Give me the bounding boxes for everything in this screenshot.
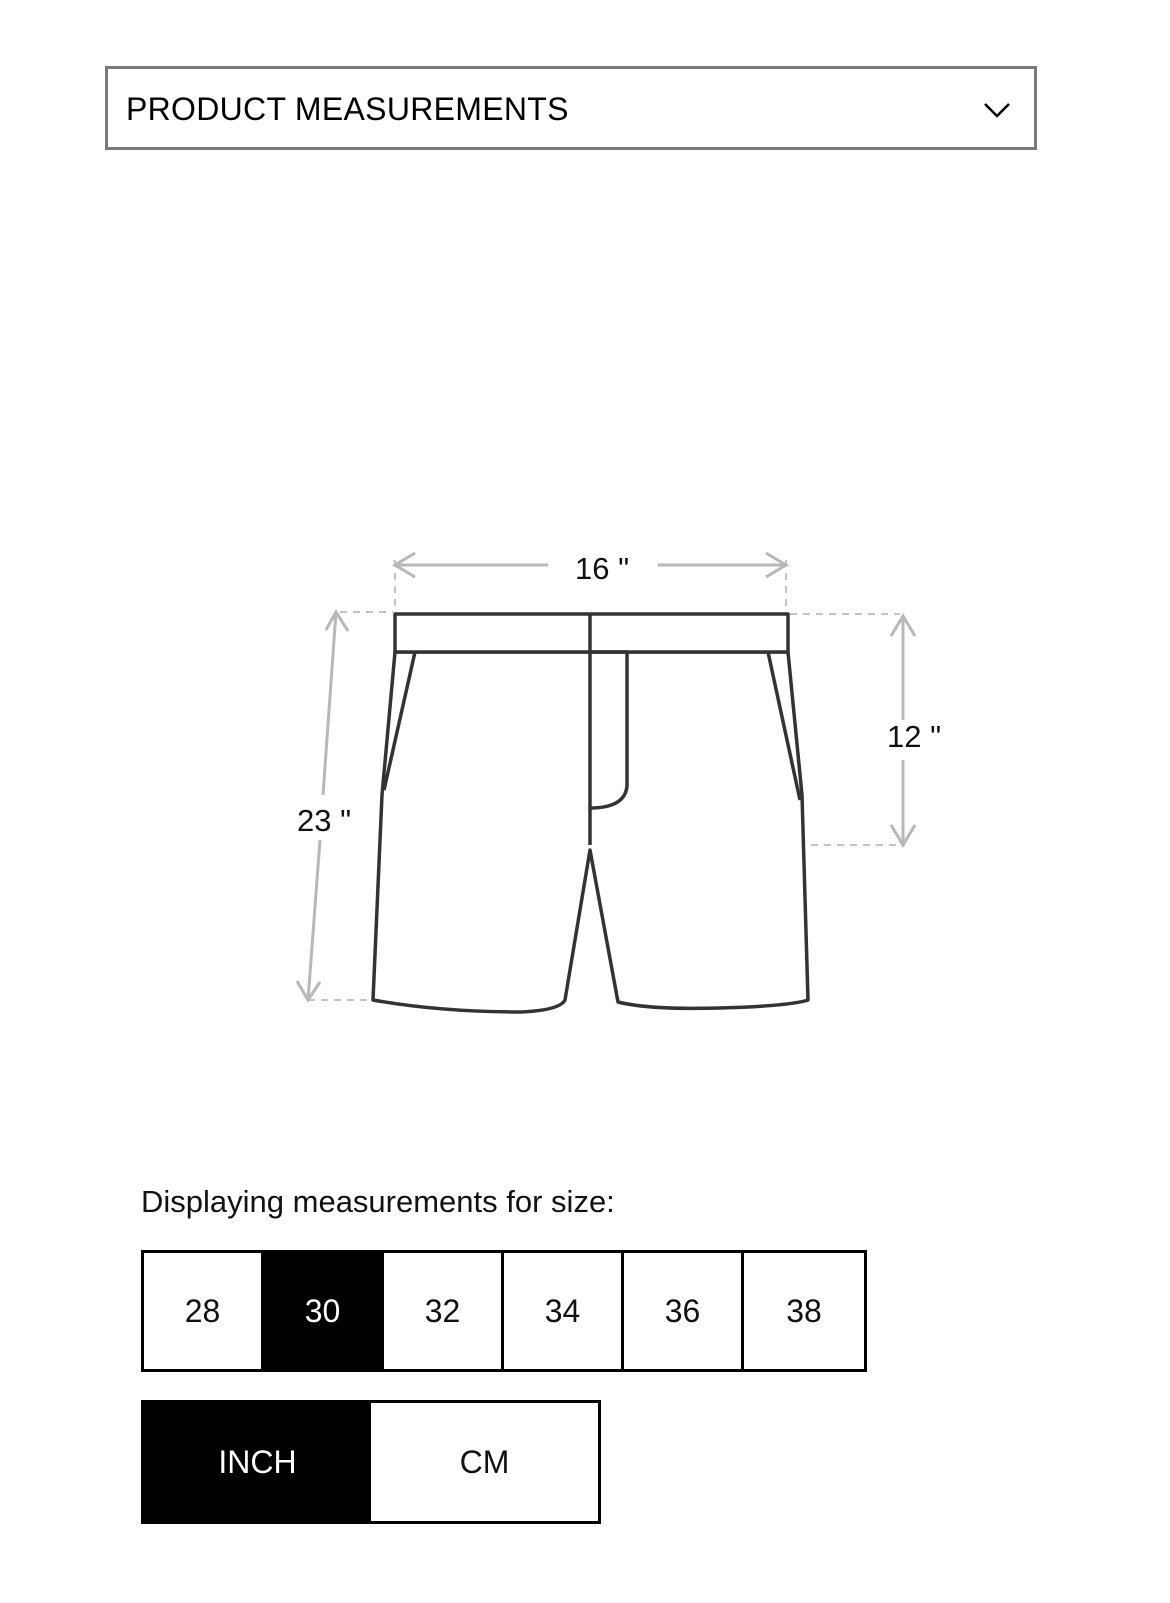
size-button-38[interactable]: 38 — [744, 1253, 864, 1369]
size-prompt: Displaying measurements for size: — [141, 1184, 615, 1219]
size-button-28[interactable]: 28 — [144, 1253, 264, 1369]
size-button-32[interactable]: 32 — [384, 1253, 504, 1369]
size-button-36[interactable]: 36 — [624, 1253, 744, 1369]
shorts-outline — [373, 614, 808, 1012]
size-button-34[interactable]: 34 — [504, 1253, 624, 1369]
waist-measurement-label: 16 " — [575, 551, 630, 586]
unit-toggle — [141, 1400, 601, 1524]
accordion-title: PRODUCT MEASUREMENTS — [126, 91, 569, 127]
size-selector — [141, 1250, 867, 1372]
length-measurement-label: 23 " — [297, 803, 352, 838]
rise-measurement-label: 12 " — [887, 719, 942, 754]
size-button-30[interactable]: 30 — [264, 1253, 384, 1369]
unit-button-inch[interactable]: INCH — [144, 1403, 371, 1521]
unit-button-cm[interactable]: CM — [371, 1403, 598, 1521]
